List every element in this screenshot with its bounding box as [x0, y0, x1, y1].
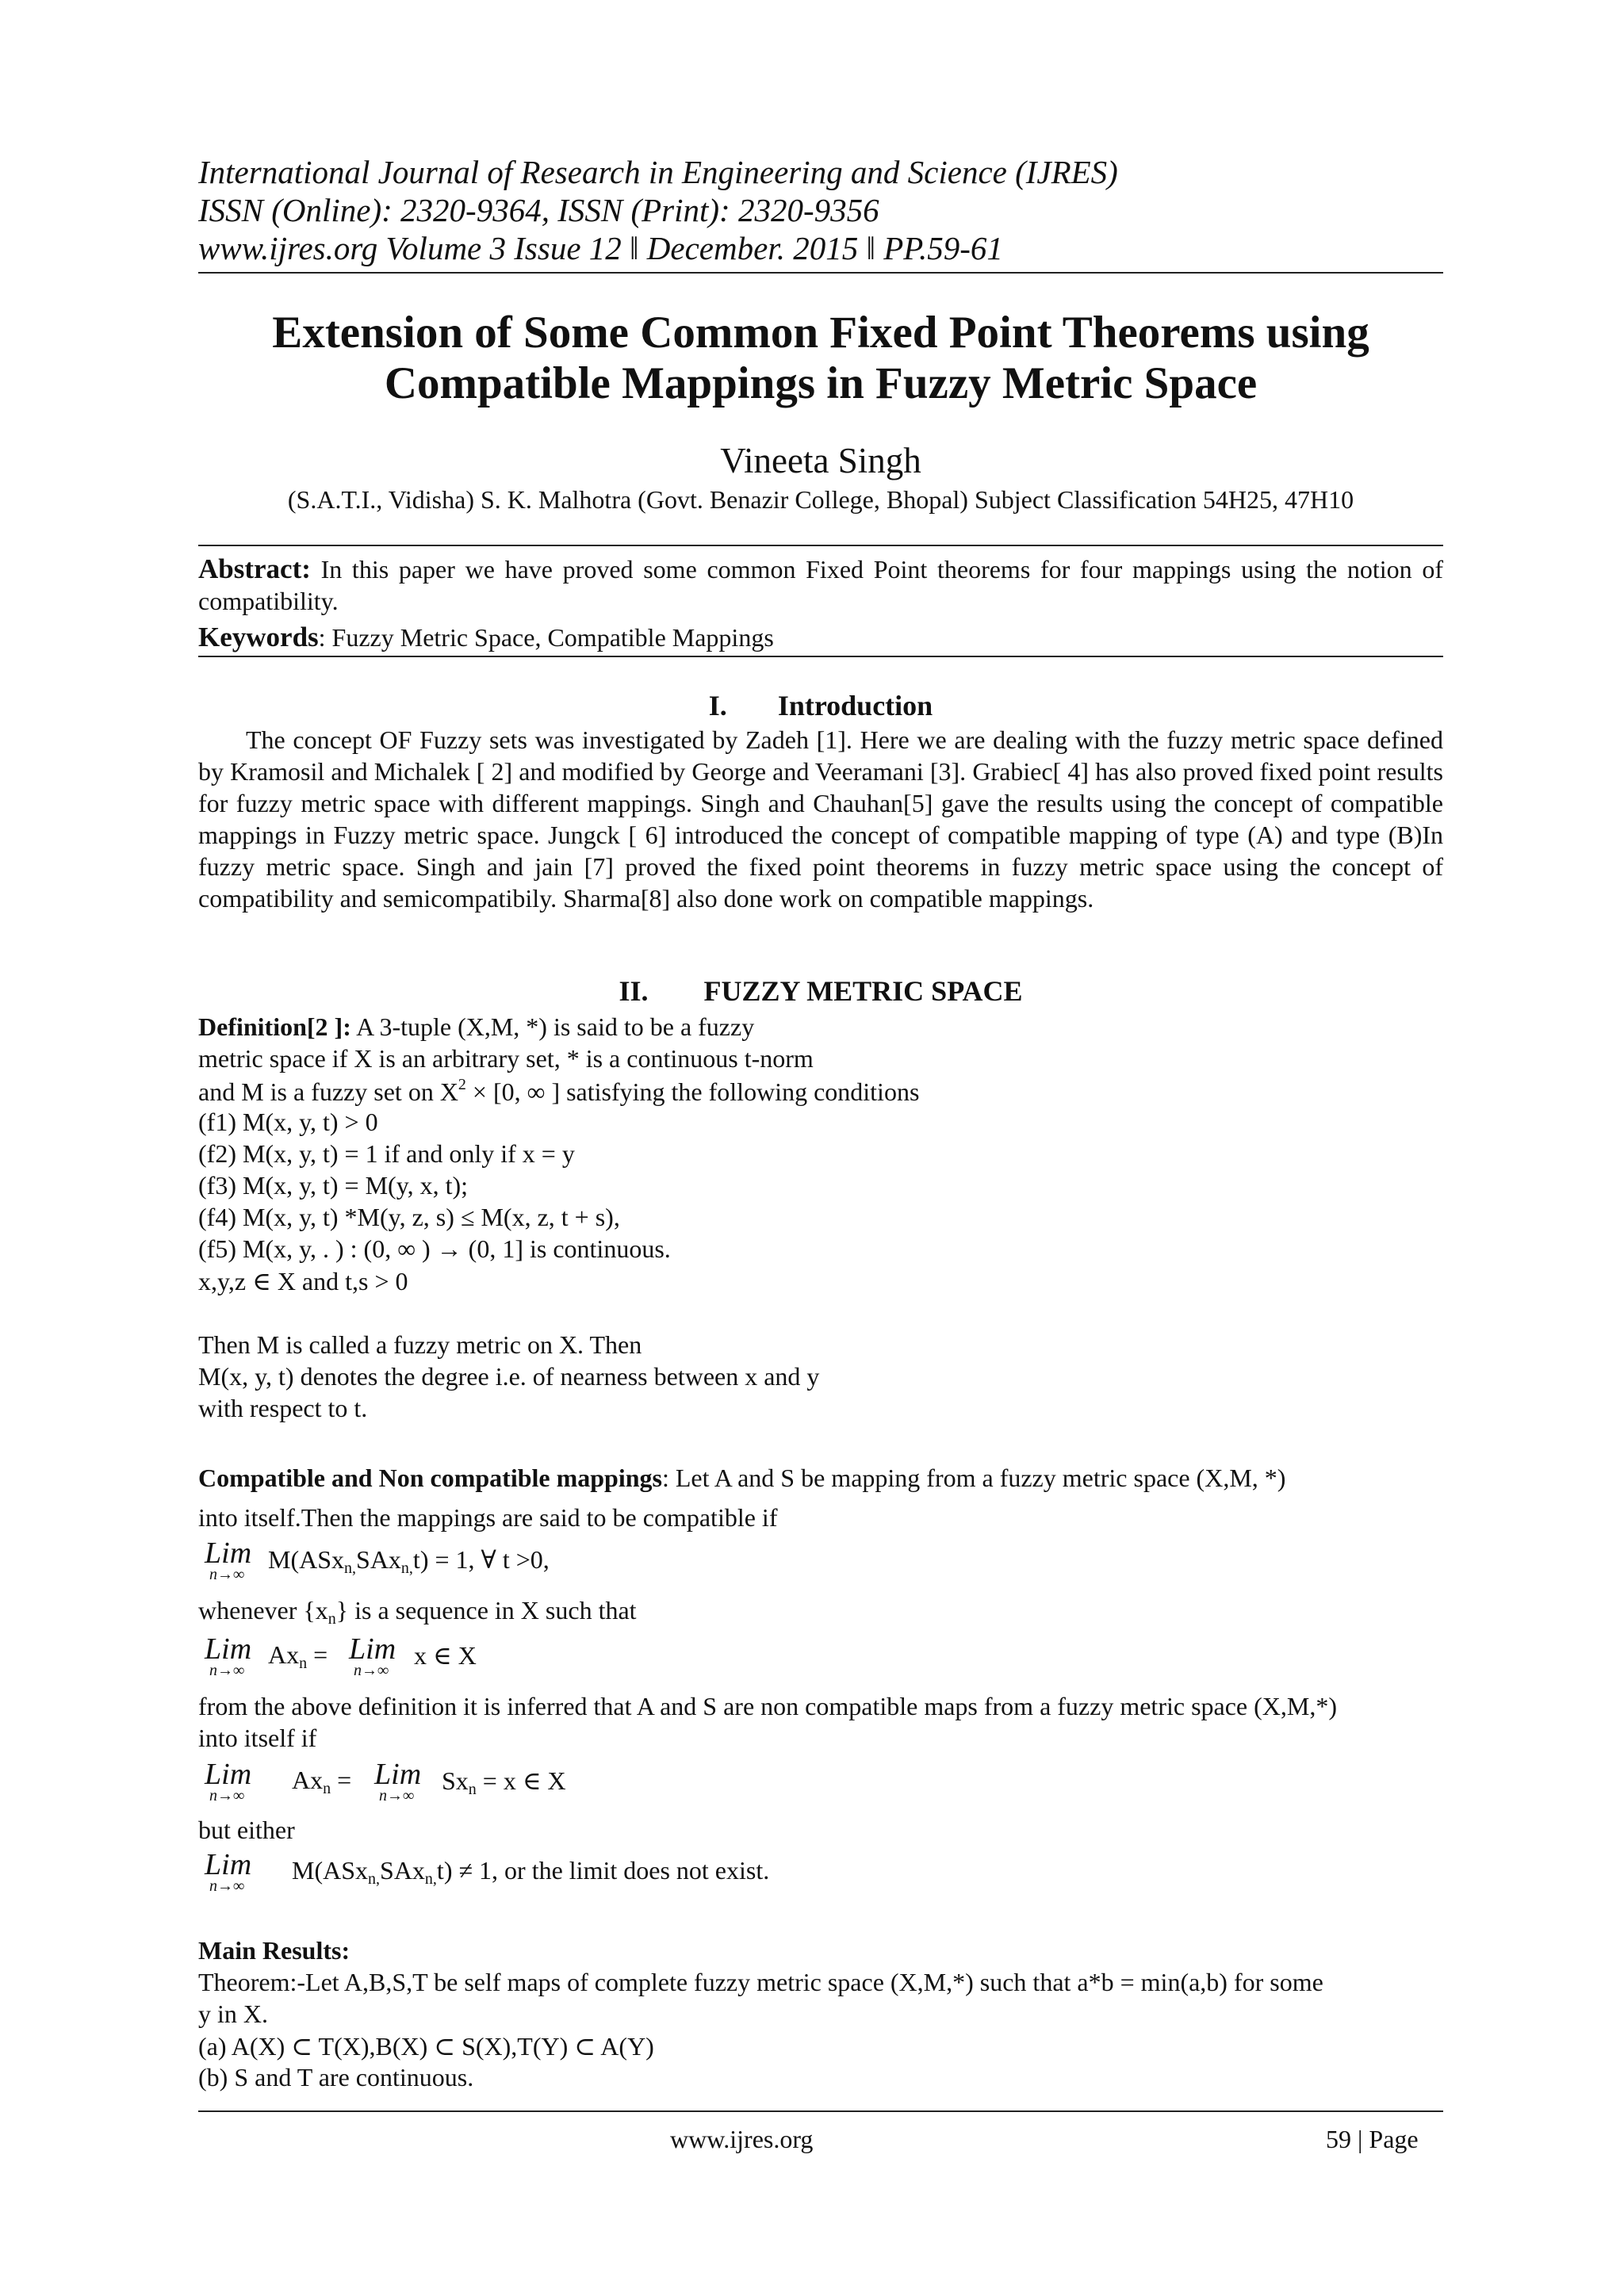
main-results-heading: Main Results: [198, 1936, 350, 1965]
but-either-line: but either [198, 1816, 295, 1844]
limit-operator [349, 1632, 396, 1680]
equation-subscript: n, [400, 1559, 413, 1577]
subscript: n [327, 1610, 336, 1628]
definition-line-3 [198, 1076, 919, 1107]
keywords-label: Keywords [198, 622, 319, 652]
keywords-text: : Fuzzy Metric Space, Compatible Mappings [318, 623, 774, 652]
limit-text: Lim [349, 1632, 396, 1666]
definition-line-1 [198, 1012, 754, 1042]
limit-text: Lim [205, 1758, 252, 1791]
limit-text: Lim [205, 1848, 252, 1881]
equation-part: SAx [356, 1545, 401, 1574]
affiliation: (S.A.T.I., Vidisha) S. K. Malhotra (Govt. Benazir College, Bhopal) Subject Classification 54H25, 47H10 [287, 485, 1354, 514]
condition-f5: (f5) M(x, y, . ) : (0, ∞ ) → (0, 1] is continuous. [198, 1234, 671, 1263]
fuzzy-metric-statement-3: with respect to t. [198, 1394, 368, 1422]
equation-subscript: n, [344, 1559, 357, 1577]
inferred-line-1: from the above definition it is inferred that A and S are non compatible maps from a fuzzy metric space (X,M,*) [198, 1692, 1337, 1720]
fuzzy-metric-statement-1: Then M is called a fuzzy metric on X. Then [198, 1330, 642, 1359]
section-title: FUZZY METRIC SPACE [703, 975, 1023, 1007]
limit-operator [205, 1536, 251, 1584]
equation-subscript: n [468, 1781, 477, 1798]
abstract-top-rule [198, 545, 1443, 546]
header-rule [198, 272, 1443, 274]
equation-part: = x ∈ X [476, 1766, 566, 1795]
equation-part: M(ASx [292, 1856, 369, 1885]
journal-issn: ISSN (Online): 2320-9364, ISSN (Print): 2320-9356 [198, 192, 879, 228]
equation-part: Sx [442, 1766, 469, 1795]
equation-part: t) ≠ 1, or the limit does not exist. [436, 1856, 770, 1885]
author-name: Vineeta Singh [720, 441, 921, 480]
superscript: 2 [458, 1076, 466, 1093]
abstract-text: In this paper we have proved some common Fixed Point theorems for four mappings using the notion of compatibility. [198, 555, 1443, 615]
whenever-line [198, 1596, 637, 1628]
section-number: II. [619, 975, 649, 1007]
equation-part-b: x ∈ X [414, 1641, 477, 1670]
fuzzy-metric-statement-2: M(x, y, t) denotes the degree i.e. of nearness between x and y [198, 1362, 820, 1391]
section-number: I. [708, 690, 727, 721]
definition-text: and M is a fuzzy set on X [198, 1077, 458, 1106]
condition-a: (a) A(X) ⊂ T(X),B(X) ⊂ S(X),T(Y) ⊂ A(Y) [198, 2032, 654, 2061]
limit-subscript: n→∞ [379, 1787, 415, 1804]
definition-text: A 3-tuple (X,M, *) is said to be a fuzzy [350, 1012, 755, 1041]
equation-part: M(ASx [268, 1545, 345, 1574]
condition-f4: (f4) M(x, y, t) *M(y, z, s) ≤ M(x, z, t + s), [198, 1203, 620, 1231]
condition-f2: (f2) M(x, y, t) = 1 if and only if x = y [198, 1139, 575, 1168]
limit-text: Lim [205, 1536, 252, 1570]
limit-text: Lim [205, 1632, 252, 1666]
equation-part-a [292, 1766, 351, 1798]
condition-f1: (f1) M(x, y, t) > 0 [198, 1108, 378, 1136]
equation-noncompatible [292, 1856, 769, 1888]
footer-rule [198, 2110, 1443, 2112]
equation-part: = [331, 1766, 352, 1794]
limit-subscript: n→∞ [209, 1662, 245, 1679]
equation-part: Ax [268, 1640, 300, 1669]
condition-b: (b) S and T are continuous. [198, 2063, 474, 2091]
equation-part: SAx [380, 1856, 425, 1885]
text-part: whenever {x [198, 1596, 328, 1624]
limit-operator [374, 1757, 421, 1805]
paper-title-line-2: Compatible Mappings in Fuzzy Metric Space [384, 358, 1258, 408]
section-heading-fuzzy-metric-space [198, 974, 1443, 1008]
abstract-bottom-rule [198, 656, 1443, 657]
limit-operator [205, 1847, 251, 1896]
section-title: Introduction [777, 690, 933, 721]
journal-volume: www.ijres.org Volume 3 Issue 12 ǁ December. 2015 ǁ PP.59-61 [198, 230, 1003, 266]
paper-title-line-1: Extension of Some Common Fixed Point Theorems using [272, 308, 1369, 358]
keywords [198, 622, 774, 653]
equation-subscript: n [299, 1655, 308, 1672]
compatible-definition-line-2: into itself.Then the mappings are said to be compatible if [198, 1503, 778, 1532]
quantifier-line: x,y,z ∈ X and t,s > 0 [198, 1267, 408, 1295]
section-heading-introduction [198, 689, 1443, 722]
limit-subscript: n→∞ [354, 1662, 389, 1679]
theorem-line-1: Theorem:-Let A,B,S,T be self maps of complete fuzzy metric space (X,M,*) such that a*b = min(a,b) for some [198, 1968, 1323, 1996]
condition-f3: (f3) M(x, y, t) = M(y, x, t); [198, 1171, 469, 1200]
footer-website: www.ijres.org [670, 2125, 814, 2153]
definition-line-2: metric space if X is an arbitrary set, * is a continuous t-norm [198, 1044, 814, 1073]
equation-subscript: n, [368, 1870, 381, 1888]
equation-part: Ax [292, 1766, 324, 1794]
equation-subscript: n, [424, 1870, 437, 1888]
abstract [198, 553, 1443, 617]
introduction-paragraph: The concept OF Fuzzy sets was investigated by Zadeh [1]. Here we are dealing with the fuzzy metric space defined by Kramosil and Michalek [ 2] and modified by George and Veeramani [3]. Grabiec[ 4] has also proved fixed point results for fuzzy metric space with different mappings. Singh and Chauhan[5] gave the results using the concept of compatible mappings in Fuzzy metric space. Jungck [ 6] introduced the concept of compatible mapping of type (A) and type (B)In fuzzy metric space. Singh and jain [7] proved the fixed point theorems in fuzzy metric space using the concept of compatibility and semicompatibily. Sharma[8] also done work on compatible mappings. [198, 725, 1443, 913]
compatible-label: Compatible and Non compatible mappings [198, 1464, 662, 1492]
limit-text: Lim [374, 1758, 422, 1791]
definition-text: × [0, ∞ ] satisfying the following conditions [465, 1077, 920, 1106]
page-number: 59 | Page [1326, 2125, 1419, 2153]
compatible-definition-line-1 [198, 1464, 1285, 1493]
equation-part: t) = 1, ∀ t >0, [412, 1545, 550, 1574]
journal-name: International Journal of Research in Engineering and Science (IJRES) [198, 154, 1118, 190]
equation-part-b [442, 1766, 566, 1799]
equation-subscript: n [323, 1780, 331, 1797]
inferred-line-2: into itself if [198, 1724, 317, 1752]
equation-part-a [268, 1640, 327, 1673]
limit-operator [205, 1632, 251, 1680]
equation-part: = [307, 1640, 328, 1669]
limit-subscript: n→∞ [209, 1877, 245, 1895]
compatible-text: : Let A and S be mapping from a fuzzy metric space (X,M, *) [661, 1464, 1286, 1492]
equation-compatible-limit [268, 1544, 550, 1578]
theorem-line-2: y in X. [198, 1999, 268, 2028]
limit-subscript: n→∞ [209, 1566, 245, 1583]
limit-subscript: n→∞ [209, 1787, 245, 1804]
limit-operator [205, 1757, 251, 1805]
text-part: } is a sequence in X such that [335, 1596, 637, 1624]
abstract-label: Abstract: [198, 553, 311, 584]
definition-label: Definition[2 ]: [198, 1012, 351, 1041]
